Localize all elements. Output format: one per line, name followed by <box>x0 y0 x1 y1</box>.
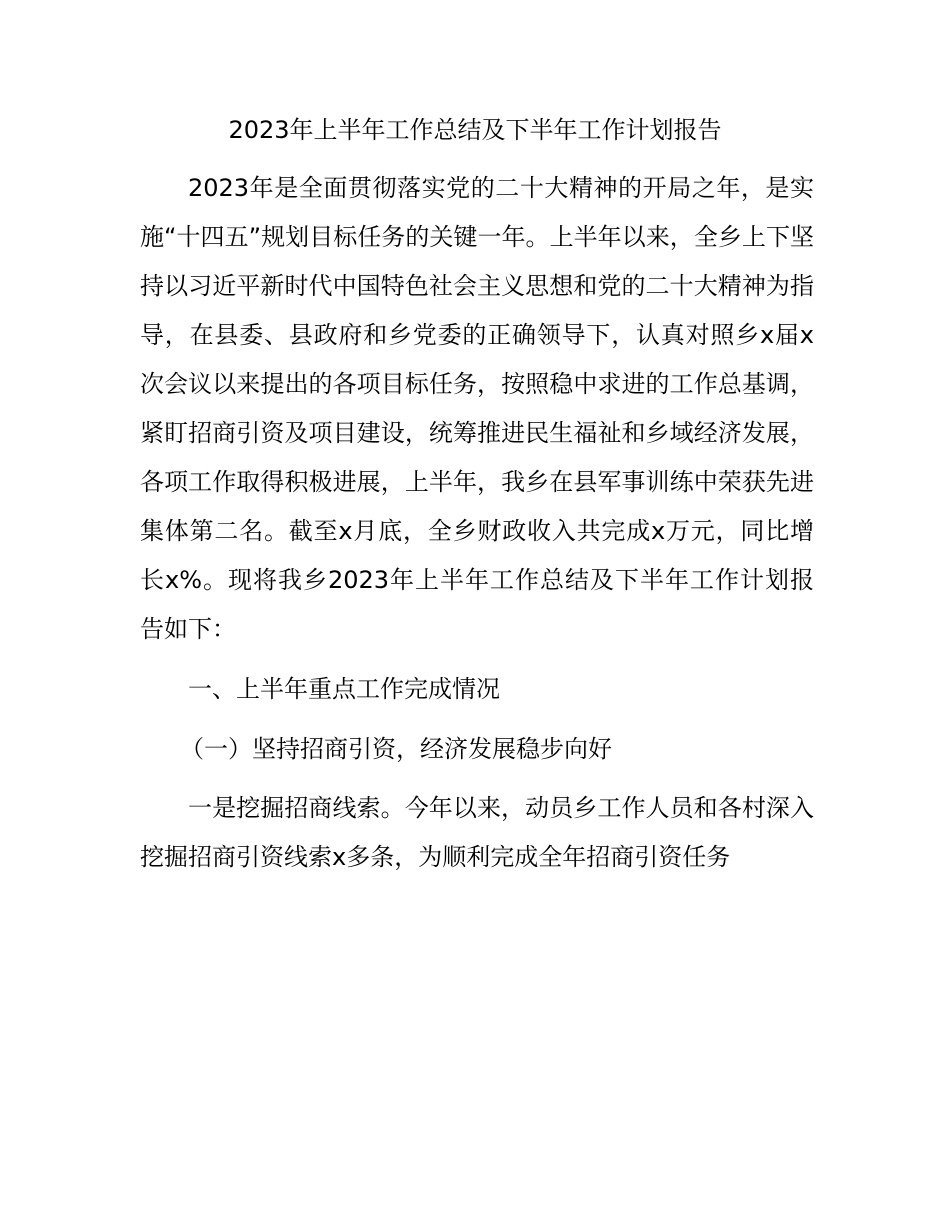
document-title: 2023年上半年工作总结及下半年工作计划报告 <box>228 116 722 144</box>
subsection-heading: （一）坚持招商引资，经济发展稳步向好 <box>180 735 612 763</box>
section-heading: 一、上半年重点工作完成情况 <box>188 675 500 703</box>
intro-paragraph: 2023年是全面贯彻落实党的二十大精神的开局之年，是实施“十四五”规划目标任务的关键一年。上半年以来，全乡上下坚持以习近平新时代中国特色社会主义思想和党的二十大精神为指导，在县委、县政府和乡党委的正确领导下，认真对照乡x届x次会议以来提出的各项目标任务，按照稳中求进的工作总基调，紧盯招商引资及项目建设，统筹推进民生福祉和乡域经济发展，各项工作取得积极进展，上半年，我乡在县军事训练中荣获先进集体第二名。截至x月底，全乡财政收入共完成x万元，同比增长x%。现将我乡2023年上半年工作总结及下半年工作计划报告如下： <box>140 174 814 643</box>
item-paragraph: 一是挖掘招商线索。今年以来，动员乡工作人员和各村深入挖掘招商引资线索x多条，为顺利完成全年招商引资任务 <box>140 794 814 871</box>
